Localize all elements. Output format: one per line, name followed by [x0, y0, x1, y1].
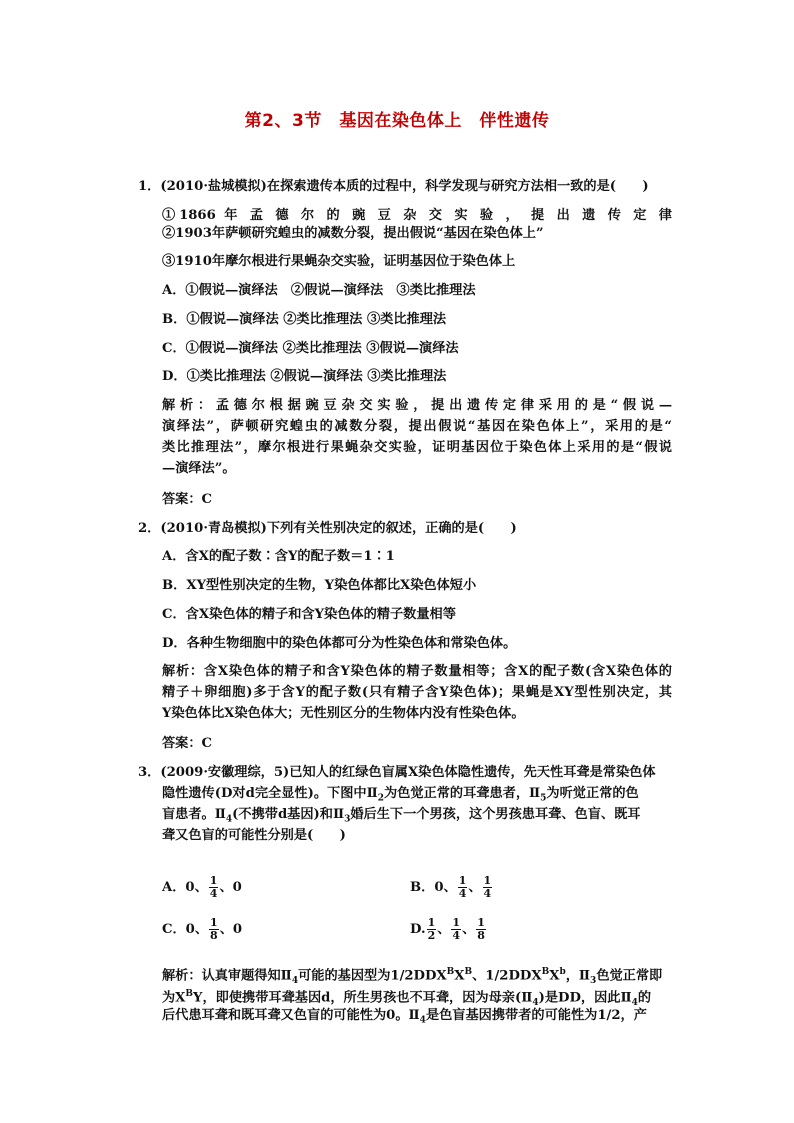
page-title: 第2、3节 基因在染色体上 伴性遗传: [244, 111, 550, 131]
question-3-stem-line-1: 3．(2009·安徽理综，5)已知人的红绿色盲属X染色体隐性遗传，先天性耳聋是常染色体: [138, 765, 656, 780]
question-number: 2．: [138, 521, 161, 536]
question-text: (2010·盐城模拟)在探索遗传本质的过程中，科学发现与研究方法相一致的是( ): [160, 179, 649, 194]
q1-answer: 答案：C: [162, 492, 213, 507]
q3-analysis-line-2: 为$X^BY$，即使携带耳聋基因d，所生男孩也不耳聋，因为母亲$(Ⅱ_4)$是DD，因此$Ⅱ_4$的: [162, 989, 652, 1009]
q3-analysis-line-1: 解析：认真审题得知$Ⅱ_4$可能的基因型为$1/2DDX^BX^B$、$1/2DDX^BX^b$，$Ⅱ_3$色觉正常即: [162, 967, 663, 987]
question-number: 3．: [138, 765, 161, 780]
fraction: $\frac{1}{4}$: [458, 874, 467, 900]
q3-option-a: A．0、 $\frac{1}{4}$ 、0: [162, 874, 242, 900]
question-text: (2010·青岛模拟)下列有关性别决定的叙述，正确的是( ): [160, 521, 517, 536]
fraction: $\frac{1}{8}$: [210, 916, 218, 942]
question-2-stem: [138, 521, 517, 537]
q2-analysis-line-3: Y染色体比X染色体大；无性别区分的生物体内没有性染色体。: [162, 706, 525, 721]
q3-option-d: D. $\frac{1}{2}$ 、 $\frac{1}{4}$ 、 $\frac{1}{8}$: [410, 916, 485, 942]
q2-option-d: D．各种生物细胞中的染色体都可分为性染色体和常染色体。: [162, 636, 517, 651]
question-3-stem-line-3: 盲患者。$Ⅱ_4$(不携带d基因)和$Ⅱ_3$婚后生下一个男孩，这个男孩患耳聋、色盲、既耳: [162, 807, 641, 825]
q3-option-b: B．0、 $\frac{1}{4}$ 、 $\frac{1}{4}$: [410, 874, 492, 900]
q1-analysis-line-3: 类比推理法”，摩尔根进行果蝇杂交实验，证明基因位于染色体上采用的是“假说: [162, 440, 672, 455]
q1-option-b: B．①假说—演绎法 ②类比推理法 ③类比推理法: [162, 312, 447, 327]
q2-option-a: A．含X的配子数∶含Y的配子数＝1∶1: [162, 549, 395, 564]
q2-answer: 答案：C: [162, 736, 213, 751]
q1-option-c: C．①假说—演绎法 ②类比推理法 ③假说—演绎法: [162, 341, 459, 356]
analysis-label: 解析：: [162, 398, 216, 413]
fraction: $\frac{1}{4}$: [483, 874, 492, 900]
q1-item-3: ③1910年摩尔根进行果蝇杂交实验，证明基因位于染色体上: [162, 254, 516, 269]
analysis-label: 解析：: [162, 664, 204, 679]
q2-analysis-line-1: 解析：含X染色体的精子和含Y染色体的精子数量相等；含X的配子数(含X染色体的: [162, 664, 672, 679]
question-number: 1．: [138, 179, 161, 194]
question-3-stem-line-2: 隐性遗传(D对d完全显性)。下图中$Ⅱ_2$为色觉正常的耳聋患者，$Ⅱ_5$为听觉正常的色: [162, 786, 639, 804]
q2-analysis-line-2: 精子＋卵细胞)多于含Y的配子数(只有精子含Y染色体)；果蝇是XY型性别决定，其: [162, 685, 672, 700]
fraction: $\frac{1}{4}$: [452, 916, 461, 942]
fraction: $\frac{1}{2}$: [427, 916, 436, 942]
q3-option-c: C．0、 $\frac{1}{8}$ 、0: [162, 916, 243, 942]
q2-option-c: C．含X染色体的精子和含Y染色体的精子数量相等: [162, 607, 456, 622]
q1-analysis-line-4: —演绎法”。: [162, 461, 236, 476]
q1-item-1: ①1866 年 孟 德 尔 的 豌 豆 杂 交 实 验 ， 提 出 遗 传 定 律: [162, 208, 672, 223]
q1-option-d: D．①类比推理法 ②假说—演绎法 ③类比推理法: [162, 369, 447, 384]
question-1-stem: [138, 179, 649, 195]
fraction: $\frac{1}{4}$: [209, 874, 218, 900]
q3-analysis-line-3: 后代患耳聋和既耳聋又色盲的可能性为0。$Ⅱ_4$是色盲基因携带者的可能性为1/2，产: [162, 1008, 647, 1026]
q2-option-b: B．XY型性别决定的生物，Y染色体都比X染色体短小: [162, 578, 477, 593]
fraction: $\frac{1}{8}$: [477, 916, 485, 942]
q1-option-a: A．①假说—演绎法 ②假说—演绎法 ③类比推理法: [162, 283, 476, 298]
question-3-stem-line-4: 聋又色盲的可能性分别是( ): [162, 828, 346, 843]
analysis-label: 解析：: [162, 968, 202, 984]
q1-item-2: ②1903年萨顿研究蝗虫的减数分裂，提出假说“基因在染色体上”: [162, 226, 544, 241]
q1-analysis-line-1: 解析：孟德尔根据豌豆杂交实验，提出遗传定律采用的是“假说—: [162, 398, 673, 413]
q1-analysis-line-2: 演绎法”，萨顿研究蝗虫的减数分裂，提出假说“基因在染色体上”，采用的是“: [162, 419, 672, 434]
